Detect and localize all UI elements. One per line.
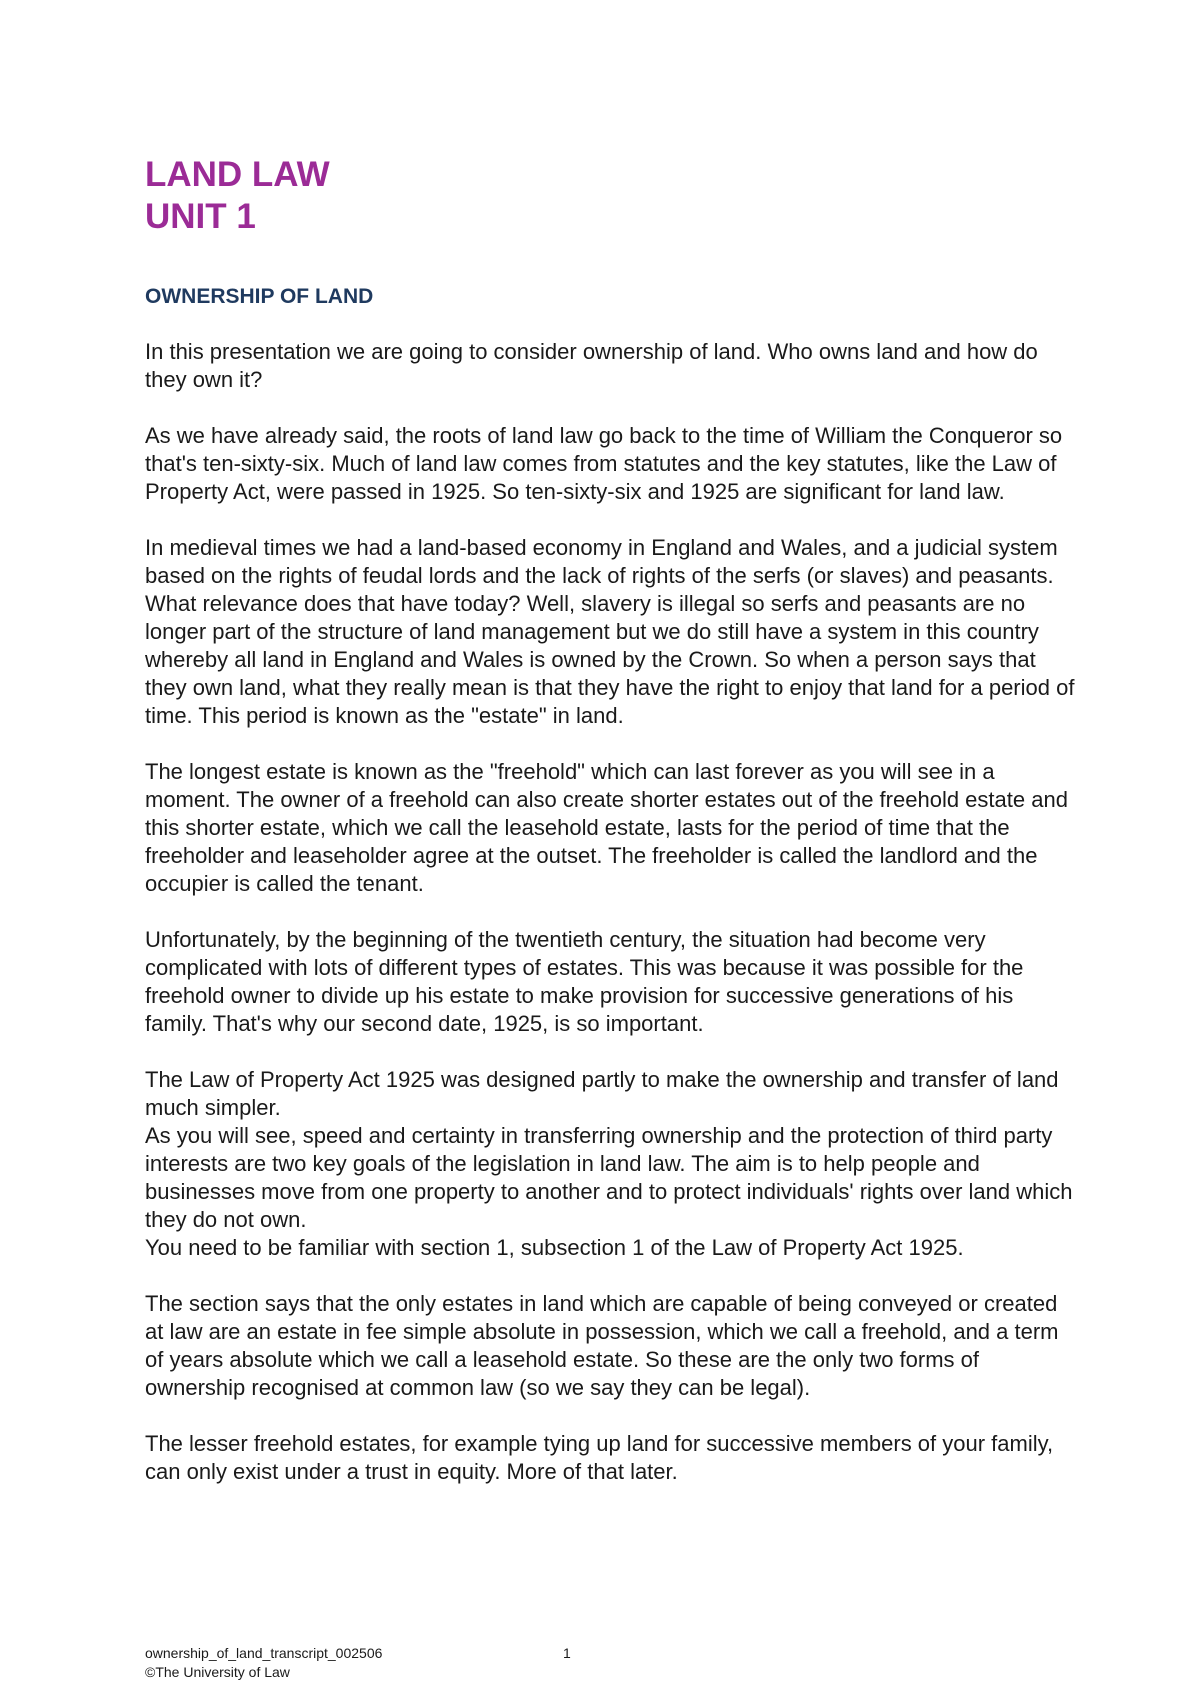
paragraph: You need to be familiar with section 1, subsection 1 of the Law of Property Act 1925. (145, 1235, 964, 1260)
paragraph: The longest estate is known as the "freehold" which can last forever as you will see in a moment. The owner of a freehold can also create shorter estates out of the freehold estate and this shorter estate, which we call the leasehold estate, lasts for the period of time that the freeholder and leaseholder agree at the outset. The freeholder is called the landlord and the occupier is called the tenant. (145, 759, 1068, 896)
paragraph: As you will see, speed and certainty in transferring ownership and the protection of third party interests are two key goals of the legislation in land law. The aim is to help people and businesses move from one property to another and to protect individuals' rights over land which they do not own. (145, 1123, 1073, 1232)
paragraph: The section says that the only estates in land which are capable of being conveyed or created at law are an estate in fee simple absolute in possession, which we call a freehold, and a term of years absolute which we call a leasehold estate. So these are the only two forms of ownership recognised at common law (so we say they can be legal). (145, 1291, 1059, 1400)
section-heading: OWNERSHIP OF LAND (145, 285, 374, 308)
footer-copyright: ©The University of Law (145, 1664, 290, 1680)
title-line-2: UNIT 1 (145, 197, 256, 236)
paragraph: As we have already said, the roots of land law go back to the time of William the Conqueror so that's ten-sixty-six. Much of land law comes from statutes and the key statutes, like the Law of Property Act, were passed in 1925. So ten-sixty-six and 1925 are significant for land law. (145, 423, 1063, 504)
paragraph: The lesser freehold estates, for example tying up land for successive members of your family, can only exist under a trust in equity. More of that later. (145, 1431, 1054, 1484)
paragraph: In medieval times we had a land-based economy in England and Wales, and a judicial system based on the rights of feudal lords and the lack of rights of the serfs (or slaves) and peasants. What relevance does that have today? Well, slavery is illegal so serfs and peasants are no longer part of the structure of land management but we do still have a system in this country whereby all land in England and Wales is owned by the Crown. So when a person says that they own land, what they really mean is that they have the right to enjoy that land for a period of time. This period is known as the "estate" in land. (145, 535, 1075, 728)
footer-filename: ownership_of_land_transcript_002506 (145, 1645, 383, 1661)
paragraph: In this presentation we are going to consider ownership of land. Who owns land and how do they own it? (145, 339, 1038, 392)
title-line-1: LAND LAW (145, 155, 330, 194)
document-title (145, 154, 1075, 238)
paragraph: The Law of Property Act 1925 was designed partly to make the ownership and transfer of land much simpler. (145, 1067, 1059, 1120)
paragraph: Unfortunately, by the beginning of the twentieth century, the situation had become very complicated with lots of different types of estates. This was because it was possible for the freehold owner to divide up his estate to make provision for successive generations of his family. That's why our second date, 1925, is so important. (145, 927, 1024, 1036)
page-number: 1 (563, 1645, 571, 1661)
document-body (145, 154, 1075, 1514)
